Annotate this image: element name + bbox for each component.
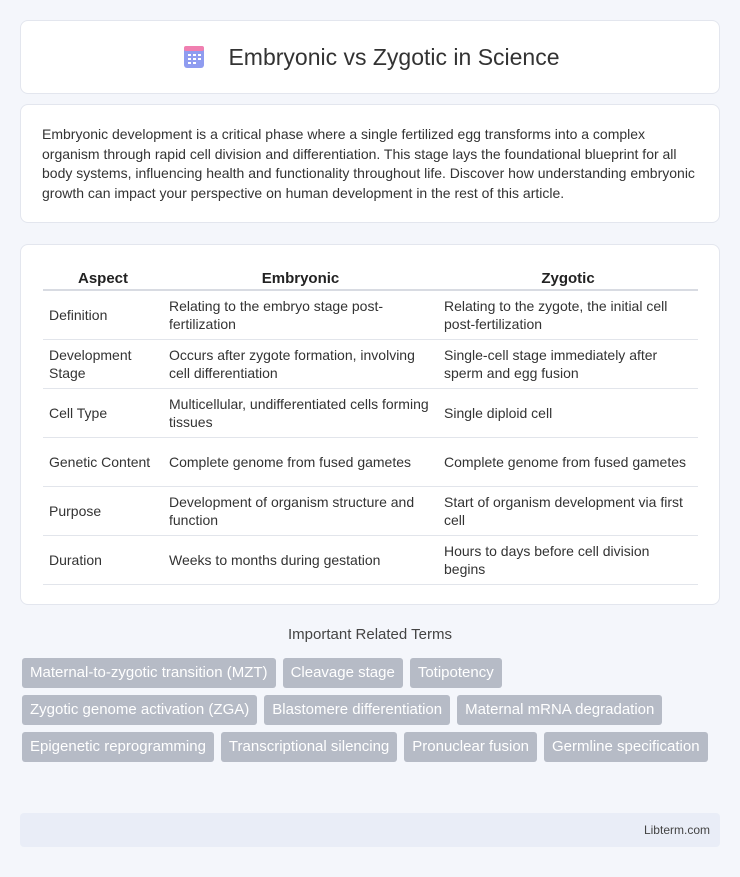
table-cell-embryonic: Complete genome from fused gametes [163,438,438,487]
term-tag[interactable]: Germline specification [544,732,708,762]
table-row [43,291,698,340]
comparison-table [43,265,698,585]
table-cell-embryonic: Multicellular, undifferentiated cells forming tissues [163,389,438,438]
table-cell-aspect: Genetic Content [43,438,163,487]
column-header-aspect: Aspect [43,265,163,291]
table-row [43,389,698,438]
table-cell-aspect: Duration [43,536,163,585]
term-tag[interactable]: Transcriptional silencing [221,732,397,762]
table-header-row [43,265,698,291]
table-row [43,438,698,487]
column-header-embryonic: Embryonic [163,265,438,291]
column-header-zygotic: Zygotic [438,265,698,291]
table-cell-zygotic: Hours to days before cell division begins [438,536,698,585]
intro-card [20,104,720,223]
term-tag[interactable]: Blastomere differentiation [264,695,450,725]
table-cell-embryonic: Relating to the embryo stage post-fertilization [163,291,438,340]
header-card [20,20,720,94]
intro-text: Embryonic development is a critical phase where a single fertilized egg transforms into a complex organism through rapid cell division and differentiation. This stage lays the foundational blueprint for all body systems, influencing health and functionality throughout life. Discover how understanding embryonic growth can impact your perspective on human development in the rest of this article. [42,126,695,201]
table-cell-aspect: Purpose [43,487,163,536]
table-cell-aspect: Definition [43,291,163,340]
term-tag[interactable]: Totipotency [410,658,502,688]
table-cell-embryonic: Weeks to months during gestation [163,536,438,585]
related-terms-title: Important Related Terms [288,626,452,643]
term-tag[interactable]: Cleavage stage [283,658,403,688]
table-cell-zygotic: Complete genome from fused gametes [438,438,698,487]
table-cell-embryonic: Occurs after zygote formation, involving cell differentiation [163,340,438,389]
footer-site-link[interactable]: Libterm.com [643,823,710,837]
table-cell-zygotic: Single-cell stage immediately after sperm and egg fusion [438,340,698,389]
term-tag[interactable]: Epigenetic reprogramming [22,732,214,762]
table-cell-zygotic: Start of organism development via first cell [438,487,698,536]
table-cell-embryonic: Development of organism structure and function [163,487,438,536]
term-tag[interactable]: Zygotic genome activation (ZGA) [22,695,257,725]
footer [20,813,720,847]
table-cell-aspect: Cell Type [43,389,163,438]
related-terms-list [22,658,722,769]
term-tag[interactable]: Maternal-to-zygotic transition (MZT) [22,658,276,688]
table-row [43,487,698,536]
table-cell-zygotic: Relating to the zygote, the initial cell post-fertilization [438,291,698,340]
table-row [43,340,698,389]
term-tag[interactable]: Maternal mRNA degradation [457,695,662,725]
table-cell-aspect: Development Stage [43,340,163,389]
term-tag[interactable]: Pronuclear fusion [404,732,537,762]
table-cell-zygotic: Single diploid cell [438,389,698,438]
table-row [43,536,698,585]
comparison-table-card [20,244,720,605]
document-list-icon [180,43,208,71]
page-title: Embryonic vs Zygotic in Science [228,43,560,70]
